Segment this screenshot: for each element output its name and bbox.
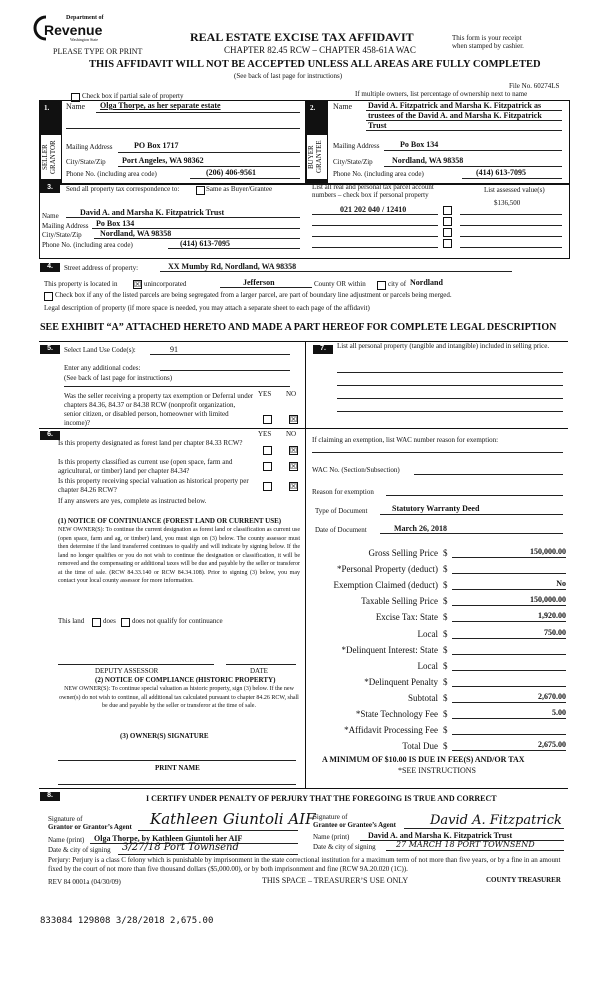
fee-label: Gross Selling Price xyxy=(368,548,438,558)
revision-number: REV 84 0001a (04/30/09) xyxy=(48,878,121,886)
city-name: Nordland xyxy=(410,278,443,287)
exhibit-note: SEE EXHIBIT “A” ATTACHED HERETO AND MADE A PART HEREOF FOR COMPLETE LEGAL DESCRIPTION xyxy=(40,322,557,333)
fee-label: *State Technology Fee xyxy=(355,709,438,719)
file-number: File No. 60274LS xyxy=(509,82,560,90)
does-not-label: does not qualify for continuance xyxy=(132,617,223,625)
assessed-label: List assessed value(s) xyxy=(484,186,545,194)
fee-value-line xyxy=(452,718,566,719)
grantee-print-label: Name (print) xyxy=(313,833,350,841)
grantee-sig-label-1: Signature of xyxy=(313,813,348,821)
grantee-sig-label-2: Grantee or Grantee’s Agent xyxy=(313,821,397,829)
corr-name: David A. and Marsha K. Fitzpatrick Trust xyxy=(80,208,225,217)
fee-label: Local xyxy=(417,629,438,639)
buyer-name-line-2: trustees of the David A. and Marsha K. Fitzpatrick xyxy=(368,111,542,120)
see-back: (See back of last page for instructions) xyxy=(234,72,343,80)
section-4-number: 4. xyxy=(40,263,60,272)
fee-currency: $ xyxy=(443,645,448,655)
section-8-number: 8. xyxy=(40,792,60,801)
buyer-mailing-label: Mailing Address xyxy=(333,142,380,150)
fee-currency: $ xyxy=(443,661,448,671)
forest-no-checkbox[interactable]: ☒ xyxy=(290,446,298,455)
this-land-label: This land xyxy=(58,617,85,625)
grantor-date-label: Date & city of signing xyxy=(48,846,111,854)
fee-value-line xyxy=(452,670,566,671)
buyer-city: Nordland, WA 98358 xyxy=(392,156,464,165)
treasurer-space: THIS SPACE – TREASURER’S USE ONLY xyxy=(262,876,409,885)
doc-date: March 26, 2018 xyxy=(394,524,447,533)
fee-currency: $ xyxy=(443,677,448,687)
column-divider xyxy=(305,341,306,788)
fee-value: No xyxy=(556,579,566,588)
fee-value-line xyxy=(452,686,566,687)
fee-value: 150,000.00 xyxy=(530,547,566,556)
county-label: County OR within xyxy=(314,280,366,288)
owner-signature-label: (3) OWNER(S) SIGNATURE xyxy=(120,732,209,740)
receipt-note-1: This form is your receipt xyxy=(452,34,522,42)
fee-value: 2,675.00 xyxy=(538,740,566,749)
seller-grantor-label: SELLER GRANTOR xyxy=(41,135,61,179)
partial-sale-label: Check box if partial sale of property xyxy=(82,92,184,100)
grantor-signature: Kathleen Giuntoli AIF xyxy=(150,810,316,828)
deputy-assessor-label: DEPUTY ASSESSOR xyxy=(95,667,159,675)
minimum-due-note: A MINIMUM OF $10.00 IS DUE IN FEE(S) AND/OR TAX xyxy=(322,755,525,764)
personal-prop-checkbox-3[interactable] xyxy=(443,228,452,237)
buyer-name-line-1: David A. Fitzpatrick and Marsha K. Fitzpatrick as xyxy=(368,101,542,110)
fee-label: Taxable Selling Price xyxy=(361,596,438,606)
fee-value: 150,000.00 xyxy=(530,595,566,604)
doc-type: Statutory Warranty Deed xyxy=(392,504,480,513)
receipt-stamp: 833084 129808 3/28/2018 2,675.00 xyxy=(40,916,214,926)
buyer-phone-label: Phone No. (including area code) xyxy=(333,170,424,178)
forest-yes-checkbox[interactable] xyxy=(263,446,272,455)
question-historic: Is this property receiving special valuation as historical property per chapter 84.26 RCW? xyxy=(58,477,249,494)
question-current-use: Is this property classified as current use (open space, farm and agricultural, or timber) land per chapter 84.34? xyxy=(58,458,233,475)
exemption-claim-label: If claiming an exemption, list WAC number reason for exemption: xyxy=(312,436,499,444)
logo-state: Washington State xyxy=(70,37,99,42)
buyer-name-line-3: Trust xyxy=(368,121,387,130)
seller-mailing-label: Mailing Address xyxy=(66,143,113,151)
please-type: PLEASE TYPE OR PRINT xyxy=(53,47,143,56)
fee-label: Total Due xyxy=(402,741,438,751)
correspondence-label: Send all property tax correspondence to: xyxy=(66,185,180,193)
fee-currency: $ xyxy=(443,596,448,606)
personal-prop-checkbox-1[interactable] xyxy=(443,206,452,215)
grantee-signature: David A. Fitzpatrick xyxy=(430,813,562,828)
seller-name: Olga Thorpe, as her separate estate xyxy=(100,101,221,110)
see-instructions-note: *SEE INSTRUCTIONS xyxy=(398,766,477,775)
corr-city: Nordland, WA 98358 xyxy=(100,229,172,238)
assessed-value: $136,500 xyxy=(494,199,521,207)
notice-compliance-body: NEW OWNER(S): To continue special valuation as historic property, sign (3) below. If the new owner(s) do not wish to continue, all additional tax calculated pursuant to chapter 84.26 RCW, shall be due and payable by the seller or transferor at the time of sale. xyxy=(59,686,299,709)
fee-value: 2,670.00 xyxy=(538,692,566,701)
date-label: DATE xyxy=(250,667,268,675)
fee-label: Exemption Claimed (deduct) xyxy=(333,580,438,590)
segregated-checkbox[interactable] xyxy=(44,292,53,301)
yes-header-2: YES xyxy=(258,430,272,438)
exemption-reason-label: Reason for exemption xyxy=(312,488,374,496)
section-2-number: 2. xyxy=(310,104,316,112)
fee-label: *Delinquent Interest: State xyxy=(341,645,438,655)
fee-value-line xyxy=(452,557,566,558)
does-not-checkbox[interactable] xyxy=(121,618,130,627)
corr-city-label: City/State/Zip xyxy=(42,231,82,239)
fee-currency: $ xyxy=(443,725,448,735)
county-treasurer: COUNTY TREASURER xyxy=(486,876,561,884)
fee-currency: $ xyxy=(443,564,448,574)
same-as-buyer-label: Same as Buyer/Grantee xyxy=(206,185,273,193)
grantor-print-label: Name (print) xyxy=(48,836,85,844)
fee-value-line xyxy=(452,589,566,590)
print-name-label: PRINT NAME xyxy=(155,764,200,772)
current-use-no-checkbox[interactable]: ☒ xyxy=(290,462,298,471)
buyer-phone: (414) 613-7095 xyxy=(476,168,526,177)
exempt-no-checkbox[interactable]: ☒ xyxy=(290,415,298,424)
question-forest: Is this property designated as forest land per chapter 84.33 RCW? xyxy=(58,439,243,447)
additional-codes-2: (See back of last page for instructions) xyxy=(64,374,173,382)
grantor-sig-label-1: Signature of xyxy=(48,815,83,823)
land-use-label: Select Land Use Code(s): xyxy=(64,346,136,354)
fee-label: *Delinquent Penalty xyxy=(364,677,438,687)
buyer-city-label: City/State/Zip xyxy=(333,158,373,166)
fee-label: *Affidavit Processing Fee xyxy=(344,725,438,735)
unincorporated-checkbox[interactable]: ☒ xyxy=(134,280,142,289)
fee-label: Excise Tax: State xyxy=(375,612,438,622)
grantor-date-city: 3/27/18 Port Townsend xyxy=(122,842,239,853)
notice-continuance-title: (1) NOTICE OF CONTINUANCE (FOREST LAND OR CURRENT USE) xyxy=(58,517,282,525)
fee-value-line xyxy=(452,638,566,639)
fee-currency: $ xyxy=(443,548,448,558)
additional-codes-1: Enter any additional codes: xyxy=(64,364,141,372)
fee-currency: $ xyxy=(443,709,448,719)
exempt-yes-checkbox[interactable] xyxy=(263,415,272,424)
buyer-grantee-label: BUYER GRANTEE xyxy=(307,135,327,179)
historic-no-checkbox[interactable]: ☒ xyxy=(290,482,298,491)
fee-value-line xyxy=(452,621,566,622)
fee-value-line xyxy=(452,654,566,655)
seller-phone-label: Phone No. (including area code) xyxy=(66,170,157,178)
receipt-note-2: when stamped by cashier. xyxy=(452,42,524,50)
county-name: Jefferson xyxy=(243,278,275,287)
personal-prop-checkbox-4[interactable] xyxy=(443,239,452,248)
wac-number-label: WAC No. (Section/Subsection) xyxy=(312,466,400,474)
segregated-label: Check box if any of the listed parcels are being segregated from a larger parcel, are part of boundary line adjustment or parcels being merged. xyxy=(55,291,452,299)
fee-label: Subtotal xyxy=(407,693,438,703)
seller-mailing: PO Box 1717 xyxy=(134,141,179,150)
seller-name-label: Name xyxy=(66,102,86,111)
logo-name: Revenue xyxy=(44,22,103,38)
fee-label: *Personal Property (deduct) xyxy=(337,564,438,574)
corr-name-label: Name xyxy=(42,212,59,220)
perjury-warning: Perjury: Perjury is a class C felony which is punishable by imprisonment in the state correctional institution for a maximum term of not more than five years, or by a fine in an amount fixed by the court of not more than five thousand dollars ($5,000.00), or by both imprisonment and fine (RCW 9A.20.020 (1C)). xyxy=(48,856,561,873)
fee-value: 750.00 xyxy=(544,628,566,637)
buyer-mailing: Po Box 134 xyxy=(400,140,439,149)
fee-currency: $ xyxy=(443,629,448,639)
fee-value-line xyxy=(452,734,566,735)
grantee-date-label: Date & city of signing xyxy=(313,843,376,851)
fee-value: 1,920.00 xyxy=(538,611,566,620)
no-header-1: NO xyxy=(286,390,297,398)
buyer-name-label: Name xyxy=(333,102,353,111)
same-as-buyer-checkbox[interactable] xyxy=(196,186,205,195)
legal-description-label: Legal description of property (if more space is needed, you may attach a separate sheet to each page of the affidavit) xyxy=(44,304,370,312)
corr-phone-label: Phone No. (including area code) xyxy=(42,241,133,249)
personal-property-label: List all personal property (tangible and intangible) included in selling price. xyxy=(337,342,550,350)
if-yes-note: If any answers are yes, complete as instructed below. xyxy=(58,497,207,505)
city-of-label: city of xyxy=(388,280,407,288)
unincorporated-label: unincorporated xyxy=(144,280,187,288)
fee-value-line xyxy=(452,573,566,574)
question-exemption: Was the seller receiving a property tax exemption or Deferral under chapters 84.36, 84.37 or 84.38 RCW (nonprofit organization, senior citizen, or disabled person, homeowner with limited income)? xyxy=(64,392,254,427)
doc-type-label: Type of Document xyxy=(315,507,368,515)
section-1-number: 1. xyxy=(44,104,50,112)
land-use-code: 91 xyxy=(170,345,178,354)
no-header-2: NO xyxy=(286,430,297,438)
form-warning: THIS AFFIDAVIT WILL NOT BE ACCEPTED UNLESS ALL AREAS ARE FULLY COMPLETED xyxy=(89,59,541,70)
notice-continuance-body: NEW OWNER(S): To continue the current designation as forest land or classification as current use (open space, farm and ag, or timber) land, you must sign on (3) below. The county assessor must then determine if the land transferred continues to qualify and will indicate by signing below. If the land no longer qualifies or you do not wish to continue the designation or classification, it will be removed and the compensating or additional taxes will be due and payable by the seller or transferor at the time of sale. (RCW 84.33.140 or RCW 84.34.108). Prior to signing (3) below, you may contact your local county assessor for more information. xyxy=(58,527,300,584)
section-6-number: 6. xyxy=(40,431,60,440)
account-number: 021 202 040 / 12410 xyxy=(340,205,407,214)
seller-city: Port Angeles, WA 98362 xyxy=(122,156,204,165)
fee-currency: $ xyxy=(443,693,448,703)
section-5-number: 5. xyxy=(40,345,60,354)
section-3-number: 3. xyxy=(40,184,60,193)
corr-mailing-label: Mailing Address xyxy=(42,222,89,230)
logo-dept: Department of xyxy=(66,15,104,21)
grantee-date-city: 27 MARCH 18 PORT TOWNSEND xyxy=(396,840,535,849)
located-label: This property is located in xyxy=(44,280,118,288)
fee-label: Local xyxy=(417,661,438,671)
yes-header-1: YES xyxy=(258,390,272,398)
street-address: XX Mumby Rd, Nordland, WA 98358 xyxy=(168,262,297,271)
seller-phone: (206) 406-9561 xyxy=(206,168,256,177)
account-label-1: List all real and personal tax parcel account xyxy=(312,183,434,191)
section-7-number: 7. xyxy=(313,345,333,354)
fee-currency: $ xyxy=(443,612,448,622)
historic-yes-checkbox[interactable] xyxy=(263,482,272,491)
corr-phone: (414) 613-7095 xyxy=(180,239,230,248)
does-label: does xyxy=(103,617,116,625)
dor-logo xyxy=(32,13,102,41)
notice-compliance-title: (2) NOTICE OF COMPLIANCE (HISTORIC PROPERTY) xyxy=(95,676,276,684)
fee-currency: $ xyxy=(443,580,448,590)
multiple-owners-note: If multiple owners, list percentage of ownership next to name xyxy=(355,90,528,98)
certify-statement: I CERTIFY UNDER PENALTY OF PERJURY THAT THE FOREGOING IS TRUE AND CORRECT xyxy=(146,794,497,803)
fee-value-line xyxy=(452,750,566,751)
fee-currency: $ xyxy=(443,741,448,751)
street-label: Street address of property: xyxy=(64,264,139,272)
grantor-sig-label-2: Grantor or Grantor’s Agent xyxy=(48,823,132,831)
form-subtitle: CHAPTER 82.45 RCW – CHAPTER 458-61A WAC xyxy=(224,45,416,55)
doc-date-label: Date of Document xyxy=(315,526,367,534)
corr-mailing: Po Box 134 xyxy=(96,219,135,228)
account-label-2: numbers – check box if personal property xyxy=(312,191,429,199)
current-use-yes-checkbox[interactable] xyxy=(263,462,272,471)
fee-value-line xyxy=(452,605,566,606)
grantee-print-name: David A. and Marsha K. Fitzpatrick Trust xyxy=(368,831,513,840)
form-title: REAL ESTATE EXCISE TAX AFFIDAVIT xyxy=(190,30,414,44)
seller-city-label: City/State/Zip xyxy=(66,158,106,166)
does-checkbox[interactable] xyxy=(92,618,101,627)
fee-value: 5.00 xyxy=(552,708,566,717)
city-of-checkbox[interactable] xyxy=(377,281,386,290)
fee-value-line xyxy=(452,702,566,703)
grantor-print-name: Olga Thorpe, by Kathleen Giuntoli her AIF xyxy=(94,834,243,843)
personal-prop-checkbox-2[interactable] xyxy=(443,217,452,226)
